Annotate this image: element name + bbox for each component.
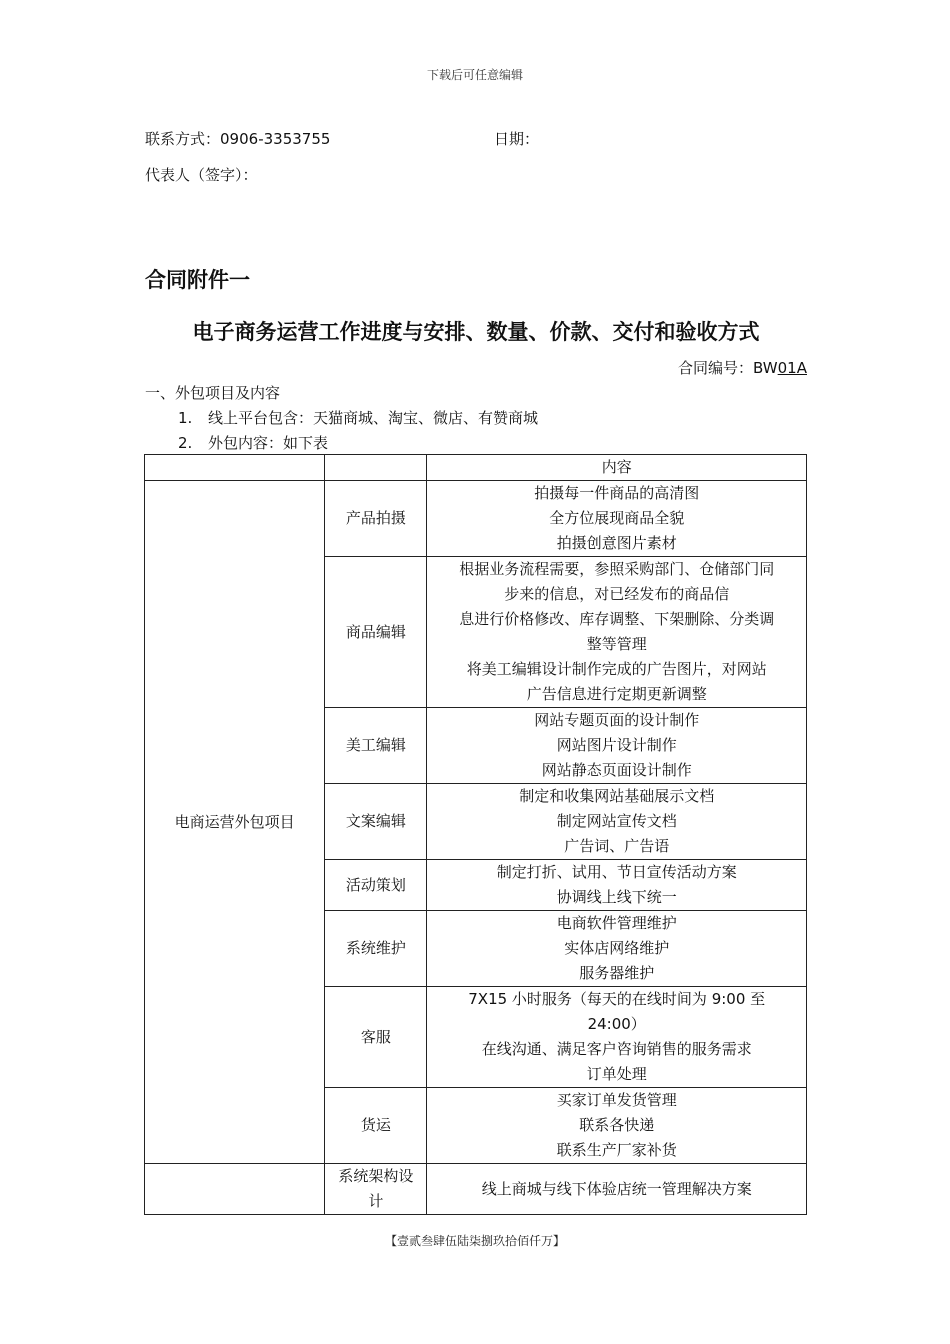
- content-line: 网站图片设计制作: [556, 736, 677, 754]
- content-line: 订单处理: [586, 1065, 647, 1083]
- page-header-note: 下载后可任意编辑: [426, 68, 523, 82]
- item-line: 计: [368, 1192, 384, 1210]
- content-line: 服务器维护: [579, 964, 655, 982]
- content-line: 根据业务流程需要，参照采购部门、仓储部门同: [459, 560, 775, 578]
- group-label-cell: 电商运营外包项目: [145, 481, 325, 1164]
- table-header-row: [145, 455, 807, 481]
- item-line: 系统架构设: [338, 1167, 414, 1185]
- content-line: 息进行价格修改、库存调整、下架删除、分类调: [459, 610, 775, 628]
- content-cell: [427, 708, 807, 784]
- table-header-cell: [145, 455, 325, 481]
- content-cell: [427, 911, 807, 987]
- content-line: 制定和收集网站基础展示文档: [519, 787, 715, 805]
- content-line: 拍摄每一件商品的高清图: [534, 484, 700, 502]
- content-cell: [427, 987, 807, 1088]
- document-title: 电子商务运营工作进度与安排、数量、价款、交付和验收方式: [192, 320, 760, 344]
- item-cell: 货运: [325, 1088, 427, 1164]
- content-line: 广告信息进行定期更新调整: [526, 685, 707, 703]
- item-cell: 活动策划: [325, 860, 427, 911]
- appendix-title: 合同附件一: [145, 268, 250, 292]
- content-line: 联系生产厂家补货: [556, 1141, 677, 1159]
- outsourcing-table: [144, 454, 807, 1215]
- item-cell: 美工编辑: [325, 708, 427, 784]
- table-row: [145, 1164, 807, 1215]
- content-line: 线上商城与线下体验店统一管理解决方案: [481, 1179, 752, 1198]
- contract-number-label: 合同编号：: [678, 359, 754, 377]
- section-heading: 一、外包项目及内容: [145, 384, 281, 402]
- content-cell: [427, 557, 807, 708]
- content-cell: [427, 1164, 807, 1215]
- content-line: 网站静态页面设计制作: [541, 761, 692, 779]
- contact-line: [145, 128, 330, 149]
- table-header-content: 内容: [427, 455, 807, 481]
- content-line: 广告词、广告语: [564, 837, 670, 855]
- list-item-text: 外包内容：如下表: [208, 434, 329, 452]
- item-cell: 商品编辑: [325, 557, 427, 708]
- content-line: 拍摄创意图片素材: [556, 534, 677, 552]
- content-cell: [427, 860, 807, 911]
- content-line: 电商软件管理维护: [556, 914, 677, 932]
- page-footer-note: 【壹贰叁肆伍陆柒捌玖拾佰仟万】: [384, 1234, 565, 1248]
- content-cell: [427, 1088, 807, 1164]
- table-header-cell: [325, 455, 427, 481]
- item-cell: 系统维护: [325, 911, 427, 987]
- content-line: 24:00）: [587, 1015, 646, 1033]
- representative-signature-label: 代表人（签字）：: [145, 166, 258, 184]
- content-line: 整等管理: [586, 635, 647, 653]
- content-line: 制定网站宣传文档: [556, 812, 677, 830]
- item-cell: [325, 1164, 427, 1215]
- table-row: [145, 481, 807, 557]
- item-cell: 文案编辑: [325, 784, 427, 860]
- content-line: 全方位展现商品全貌: [549, 509, 685, 527]
- content-cell: [427, 784, 807, 860]
- list-item-number: 1.: [178, 409, 193, 427]
- contract-number-underlined: 01A: [777, 359, 807, 377]
- content-line: 7X15 小时服务（每天的在线时间为 9:00 至: [468, 990, 766, 1008]
- contract-number: [678, 357, 807, 378]
- content-line: 在线沟通、满足客户咨询销售的服务需求: [481, 1040, 752, 1058]
- content-line: 协调线上线下统一: [556, 888, 677, 906]
- contract-number-prefix: BW: [753, 359, 778, 377]
- empty-cell: [145, 1164, 325, 1215]
- content-cell: [427, 481, 807, 557]
- content-line: 网站专题页面的设计制作: [534, 711, 700, 729]
- list-item-text: 线上平台包含：天猫商城、淘宝、微店、有赞商城: [208, 409, 539, 427]
- content-line: 实体店网络维护: [564, 939, 670, 957]
- date-label: 日期：: [494, 130, 540, 148]
- content-line: 步来的信息，对已经发布的商品信: [504, 585, 730, 603]
- content-line: 将美工编辑设计制作完成的广告图片，对网站: [466, 660, 767, 678]
- content-line: 联系各快递: [579, 1116, 655, 1134]
- item-cell: 客服: [325, 987, 427, 1088]
- list-item: [178, 432, 328, 453]
- item-cell: 产品拍摄: [325, 481, 427, 557]
- contact-phone: 0906-3353755: [220, 130, 331, 148]
- list-item: [178, 407, 538, 428]
- contact-label: 联系方式：: [145, 130, 221, 148]
- content-line: 制定打折、试用、节日宣传活动方案: [496, 863, 737, 881]
- content-line: 买家订单发货管理: [556, 1091, 677, 1109]
- list-item-number: 2.: [178, 434, 193, 452]
